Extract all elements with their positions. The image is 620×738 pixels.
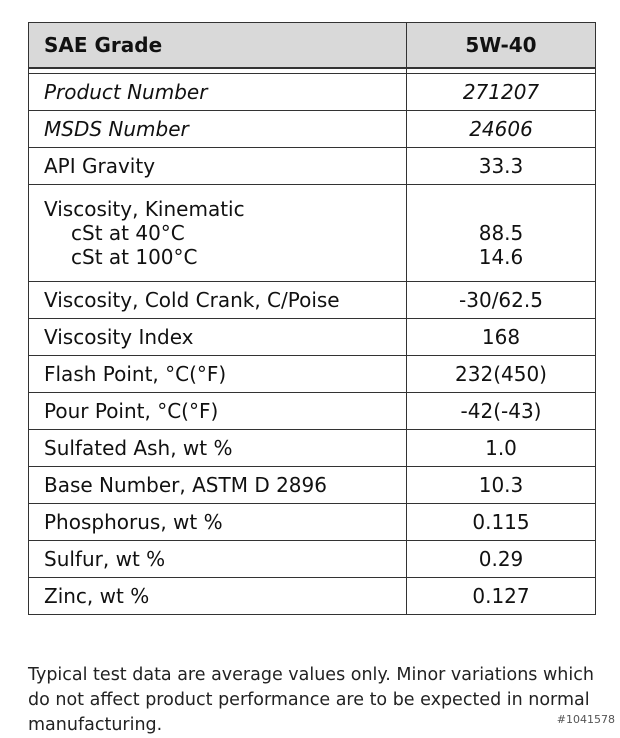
viscosity-40c-value: 88.5: [478, 221, 524, 245]
row-value-base-number: 10.3: [407, 467, 596, 504]
row-value-sulfur: 0.29: [407, 541, 596, 578]
table-row: [29, 504, 596, 541]
header-value: 5W-40: [407, 23, 596, 69]
table-row: [29, 111, 596, 148]
row-label-base-number: Base Number, ASTM D 2896: [29, 467, 407, 504]
row-label-viscosity-kinematic: [29, 185, 407, 282]
header-label: SAE Grade: [29, 23, 407, 69]
row-label-flash-point: Flash Point, °C(°F): [29, 356, 407, 393]
table-row: [29, 541, 596, 578]
table-row: [29, 74, 596, 111]
row-value-api-gravity: 33.3: [407, 148, 596, 185]
row-value-flash-point: 232(450): [407, 356, 596, 393]
row-value-viscosity-index: 168: [407, 319, 596, 356]
viscosity-kinematic-label: Viscosity, Kinematic: [44, 197, 245, 221]
image-id-watermark: #1041578: [556, 713, 615, 726]
row-value-cold-crank: -30/62.5: [407, 282, 596, 319]
table-header-row: [29, 23, 596, 69]
row-label-phosphorus: Phosphorus, wt %: [29, 504, 407, 541]
table-row: [29, 319, 596, 356]
row-label-sulfur: Sulfur, wt %: [29, 541, 407, 578]
row-value-pour-point: -42(-43): [407, 393, 596, 430]
table-row: [29, 185, 596, 282]
table-row: [29, 578, 596, 615]
viscosity-100c-value: 14.6: [478, 245, 524, 269]
table-row: [29, 393, 596, 430]
table-row: [29, 467, 596, 504]
row-value-viscosity-kinematic: [407, 185, 596, 282]
row-value-sulfated-ash: 1.0: [407, 430, 596, 467]
viscosity-100c-label: cSt at 100°C: [71, 245, 198, 269]
row-value-msds-number: 24606: [407, 111, 596, 148]
row-value-phosphorus: 0.115: [407, 504, 596, 541]
row-label-cold-crank: Viscosity, Cold Crank, C/Poise: [29, 282, 407, 319]
row-label-api-gravity: API Gravity: [29, 148, 407, 185]
table-row: [29, 148, 596, 185]
row-label-msds-number: MSDS Number: [29, 111, 407, 148]
row-label-sulfated-ash: Sulfated Ash, wt %: [29, 430, 407, 467]
footnote: Typical test data are average values only. Minor variations which do not affect product performance are to be expected in normal manufacturing.: [28, 664, 594, 735]
viscosity-40c-label: cSt at 40°C: [71, 221, 185, 245]
row-label-pour-point: Pour Point, °C(°F): [29, 393, 407, 430]
row-label-product-number: Product Number: [29, 74, 407, 111]
table-row: [29, 430, 596, 467]
row-value-product-number: 271207: [407, 74, 596, 111]
row-value-zinc: 0.127: [407, 578, 596, 615]
table-row: [29, 356, 596, 393]
row-label-viscosity-index: Viscosity Index: [29, 319, 407, 356]
table-row: [29, 282, 596, 319]
row-label-zinc: Zinc, wt %: [29, 578, 407, 615]
spec-table: [28, 22, 596, 615]
